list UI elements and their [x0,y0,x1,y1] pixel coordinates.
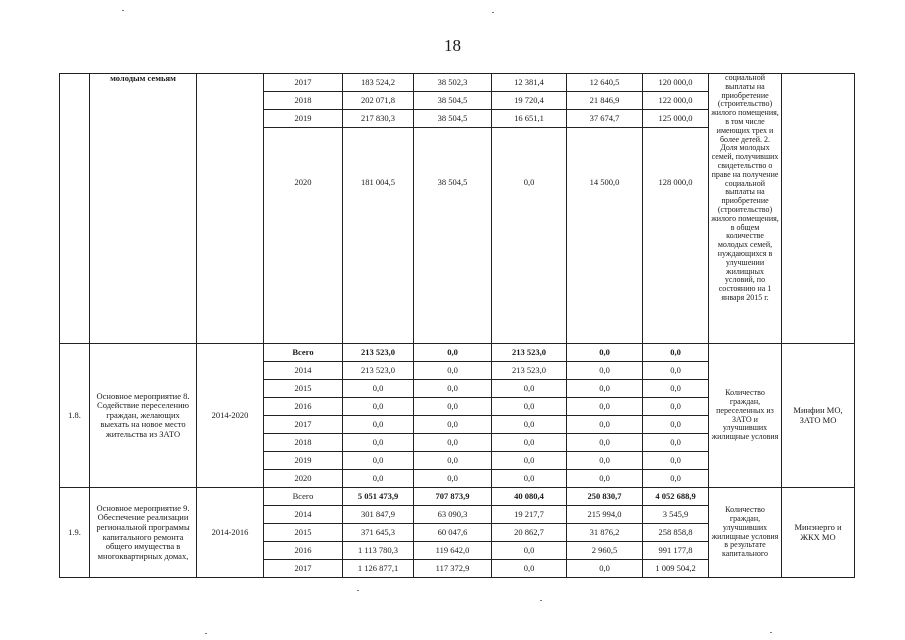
regional-cell: 19 217,7 [492,506,567,524]
federal-cell: 0,0 [414,398,492,416]
local-cell: 0,0 [567,398,643,416]
year-cell: 2017 [264,560,343,578]
federal-cell: 63 090,3 [414,506,492,524]
regional-cell: 16 651,1 [492,110,567,128]
other-cell: 4 052 688,9 [643,488,709,506]
federal-cell: 0,0 [414,380,492,398]
local-cell: 0,0 [567,380,643,398]
year-cell: 2020 [264,470,343,488]
local-cell: 37 674,7 [567,110,643,128]
local-cell: 0,0 [567,416,643,434]
regional-cell: 0,0 [492,560,567,578]
federal-cell: 0,0 [414,452,492,470]
table-row [60,74,855,92]
total-cell: 0,0 [343,470,414,488]
other-cell: 0,0 [643,344,709,362]
regional-cell: 213 523,0 [492,344,567,362]
total-cell: 213 523,0 [343,362,414,380]
code-cell: 1.8. [60,344,90,488]
indicator-cell: Количество граждан, улучшивших жилищные условия в результате капитального [709,488,782,578]
executor-cell: Минэнерго и ЖКХ МО [782,488,855,578]
total-cell: 0,0 [343,434,414,452]
regional-cell: 0,0 [492,128,567,344]
other-cell: 122 000,0 [643,92,709,110]
total-cell: 183 524,2 [343,74,414,92]
other-cell: 3 545,9 [643,506,709,524]
federal-cell: 38 504,5 [414,128,492,344]
local-cell: 12 640,5 [567,74,643,92]
year-cell: Всего [264,488,343,506]
total-cell: 301 847,9 [343,506,414,524]
federal-cell: 119 642,0 [414,542,492,560]
regional-cell: 0,0 [492,380,567,398]
local-cell: 0,0 [567,452,643,470]
regional-cell: 0,0 [492,434,567,452]
page-number: 18 [444,36,461,55]
total-cell: 5 051 473,9 [343,488,414,506]
local-cell: 0,0 [567,344,643,362]
regional-cell: 0,0 [492,416,567,434]
other-cell: 120 000,0 [643,74,709,92]
other-cell: 0,0 [643,470,709,488]
local-cell: 14 500,0 [567,128,643,344]
local-cell: 215 994,0 [567,506,643,524]
year-cell: 2017 [264,416,343,434]
local-cell: 21 846,9 [567,92,643,110]
year-cell: 2018 [264,92,343,110]
year-cell: 2015 [264,524,343,542]
local-cell: 2 960,5 [567,542,643,560]
other-cell: 991 177,8 [643,542,709,560]
other-cell: 0,0 [643,452,709,470]
year-cell: Всего [264,344,343,362]
local-cell: 0,0 [567,470,643,488]
total-cell: 0,0 [343,452,414,470]
federal-cell: 0,0 [414,470,492,488]
indicator-cell: социальной выплаты на приобретение (строительство) жилого помещения, в том числе имеющих трех и более детей. 2. Доля молодых семей, получивших свидетельство о праве на получение социальной выплаты на приобретение (строительство) жилого помещения, в общем количестве молодых семей, нуждающихся в улучшении жилищных условий, по состоянию на 1 января 2015 г. [709,74,782,344]
total-cell: 371 645,3 [343,524,414,542]
event-name: молодым семьям [90,74,197,344]
year-cell: 2016 [264,542,343,560]
year-cell: 2015 [264,380,343,398]
year-cell: 2018 [264,434,343,452]
regional-cell: 12 381,4 [492,74,567,92]
other-cell: 0,0 [643,416,709,434]
scan-speck [540,600,542,601]
other-cell: 0,0 [643,380,709,398]
scan-speck [770,632,772,633]
event-name: Основное мероприятие 8. Содействие переселению граждан, желающих выехать на новое место жительства из ЗАТО [90,344,197,488]
period-cell: 2014-2020 [197,344,264,488]
regional-cell: 0,0 [492,452,567,470]
federal-cell: 38 504,5 [414,110,492,128]
total-cell: 0,0 [343,398,414,416]
event-name: Основное мероприятие 9. Обеспечение реализации региональной программы капитального ремонта общего имущества в многоквартирных домах, [90,488,197,578]
code-cell [60,74,90,344]
program-table [59,73,855,578]
regional-cell: 0,0 [492,470,567,488]
period-cell [197,74,264,344]
regional-cell: 20 862,7 [492,524,567,542]
table-row [60,488,855,506]
federal-cell: 0,0 [414,362,492,380]
scan-speck [122,10,124,11]
federal-cell: 117 372,9 [414,560,492,578]
regional-cell: 0,0 [492,398,567,416]
total-cell: 202 071,8 [343,92,414,110]
other-cell: 258 858,8 [643,524,709,542]
other-cell: 0,0 [643,398,709,416]
federal-cell: 0,0 [414,344,492,362]
total-cell: 0,0 [343,416,414,434]
total-cell: 0,0 [343,380,414,398]
federal-cell: 707 873,9 [414,488,492,506]
other-cell: 125 000,0 [643,110,709,128]
table-row [60,344,855,362]
regional-cell: 19 720,4 [492,92,567,110]
executor-cell [782,74,855,344]
total-cell: 181 004,5 [343,128,414,344]
local-cell: 0,0 [567,362,643,380]
executor-cell: Минфин МО, ЗАТО МО [782,344,855,488]
total-cell: 217 830,3 [343,110,414,128]
federal-cell: 0,0 [414,416,492,434]
federal-cell: 60 047,6 [414,524,492,542]
regional-cell: 213 523,0 [492,362,567,380]
year-cell: 2017 [264,74,343,92]
local-cell: 250 830,7 [567,488,643,506]
total-cell: 1 113 780,3 [343,542,414,560]
total-cell: 213 523,0 [343,344,414,362]
indicator-cell: Количество граждан, переселенных из ЗАТО и улучшивших жилищные условия [709,344,782,488]
federal-cell: 0,0 [414,434,492,452]
period-cell: 2014-2016 [197,488,264,578]
other-cell: 1 009 504,2 [643,560,709,578]
year-cell: 2016 [264,398,343,416]
total-cell: 1 126 877,1 [343,560,414,578]
year-cell: 2019 [264,110,343,128]
year-cell: 2019 [264,452,343,470]
local-cell: 31 876,2 [567,524,643,542]
other-cell: 128 000,0 [643,128,709,344]
scan-speck [492,12,494,13]
federal-cell: 38 504,5 [414,92,492,110]
regional-cell: 40 080,4 [492,488,567,506]
local-cell: 0,0 [567,434,643,452]
other-cell: 0,0 [643,362,709,380]
code-cell: 1.9. [60,488,90,578]
scan-speck [205,633,207,634]
scan-speck [357,590,359,591]
regional-cell: 0,0 [492,542,567,560]
federal-cell: 38 502,3 [414,74,492,92]
year-cell: 2014 [264,506,343,524]
other-cell: 0,0 [643,434,709,452]
local-cell: 0,0 [567,560,643,578]
year-cell: 2014 [264,362,343,380]
year-cell: 2020 [264,128,343,344]
